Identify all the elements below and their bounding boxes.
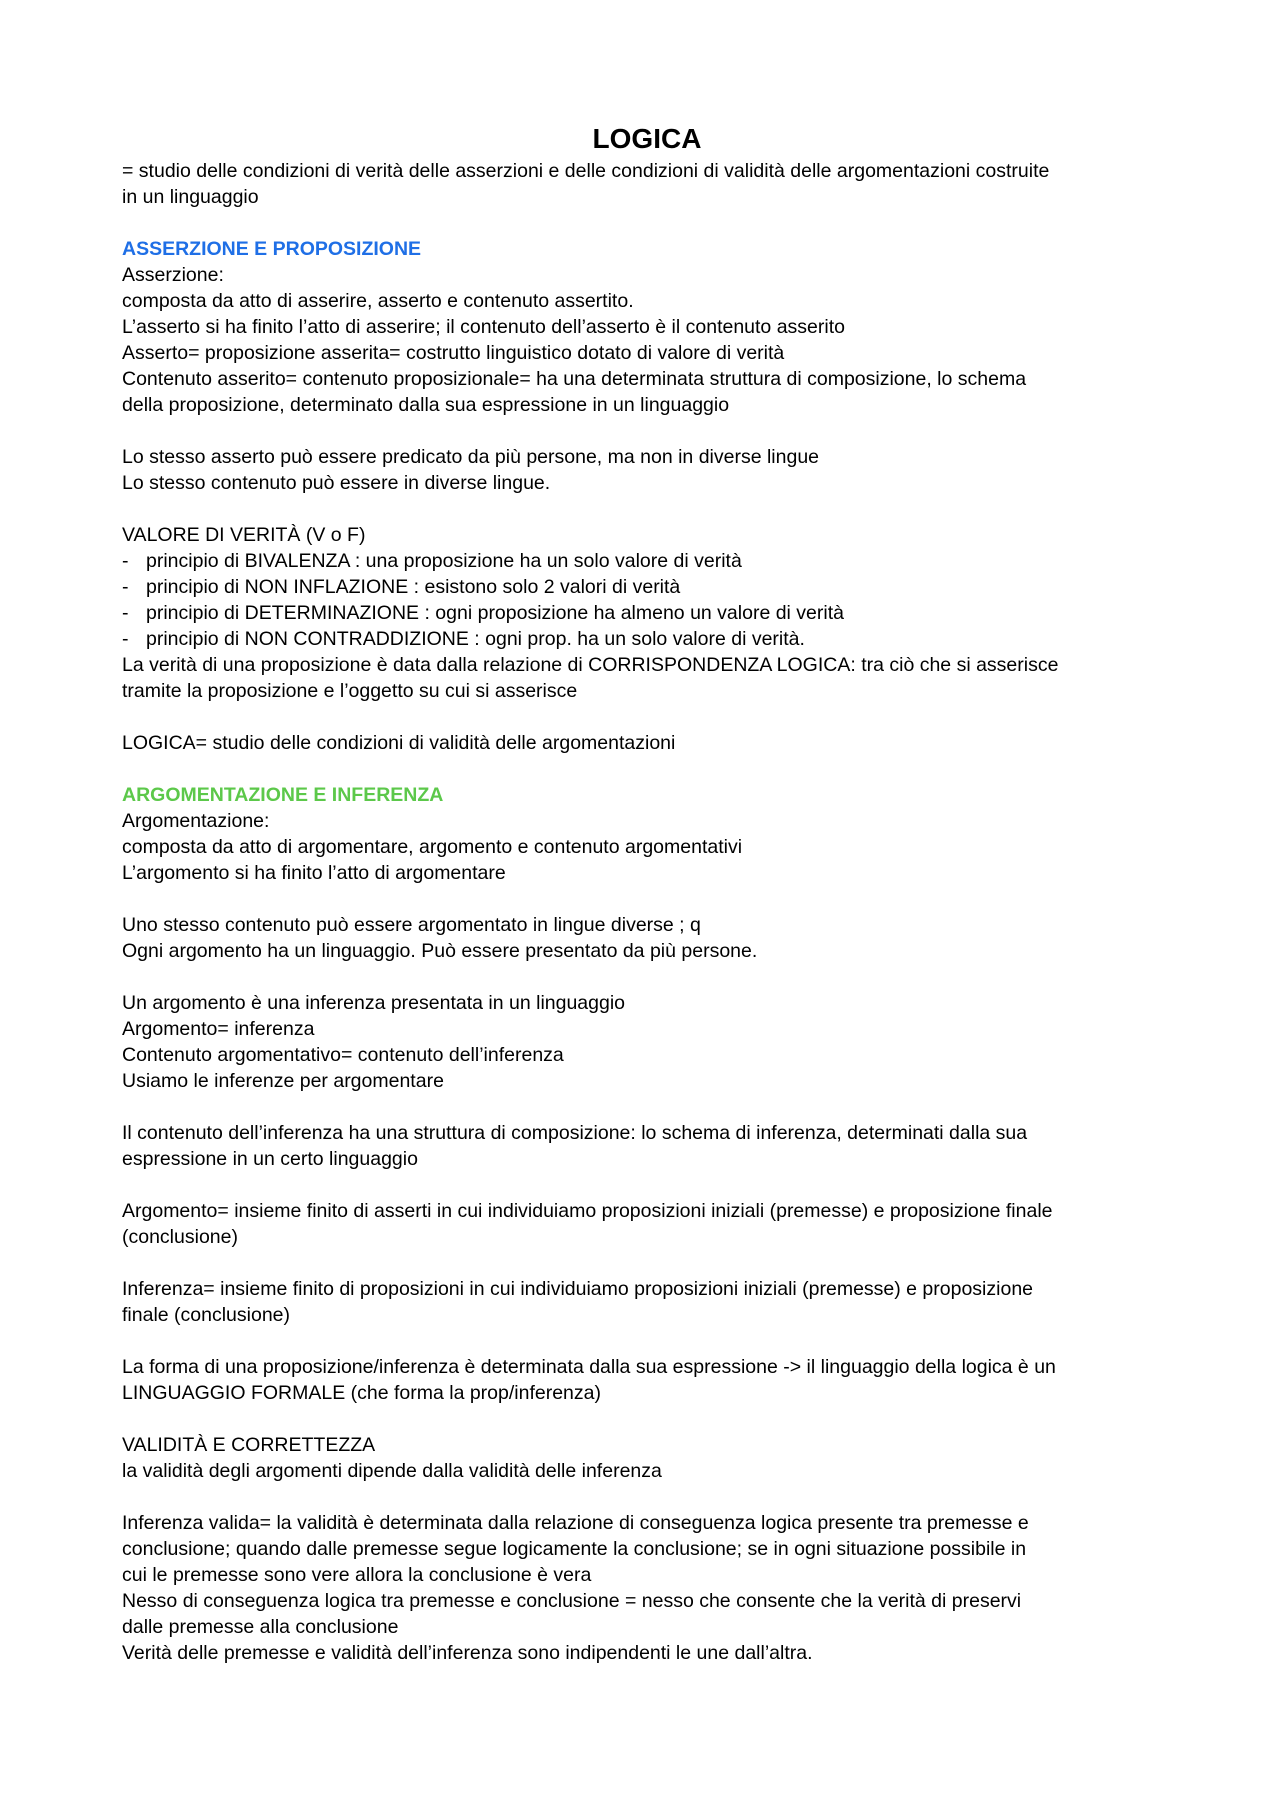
text-line: Asserto= proposizione asserita= costrutto linguistico dotato di valore di verità: [122, 342, 785, 364]
dash-bullet-icon: -: [122, 602, 129, 624]
text-line: Argomentazione:: [122, 810, 270, 832]
subheading-validita: VALIDITÀ E CORRETTEZZA: [122, 1434, 376, 1456]
text-line: composta da atto di argomentare, argomento e contenuto argomentativi: [122, 836, 743, 858]
text-line: Contenuto asserito= contenuto proposizionale= ha una determinata struttura di composizione, lo schema: [122, 368, 1027, 390]
section-heading-argomentazione: ARGOMENTAZIONE E INFERENZA: [122, 784, 444, 806]
inferenza-definition: [122, 1276, 1172, 1328]
text-line: La verità di una proposizione è data dalla relazione di CORRISPONDENZA LOGICA: tra ciò che si asserisce: [122, 654, 1059, 676]
text-line: L’argomento si ha finito l’atto di argomentare: [122, 862, 506, 884]
text-line: Asserzione:: [122, 264, 224, 286]
list-item: - principio di NON CONTRADDIZIONE : ogni prop. ha un solo valore di verità.: [122, 628, 805, 650]
argomento-definition: [122, 1198, 1172, 1250]
text-line: Argomento= insieme finito di asserti in cui individuiamo proposizioni iniziali (premesse) e proposizione finale: [122, 1200, 1053, 1222]
truth-value-heading: VALORE DI VERITÀ (V o F): [122, 524, 366, 546]
dash-bullet-icon: -: [122, 550, 129, 572]
text-line: Argomento= inferenza: [122, 1018, 315, 1040]
dash-bullet-icon: -: [122, 628, 129, 650]
text-line: Nesso di conseguenza logica tra premesse e conclusione = nesso che consente che la verità di preservi: [122, 1590, 1022, 1612]
document-title: LOGICA: [592, 123, 702, 154]
asserzione-paragraph: [122, 262, 1172, 418]
text-line: Un argomento è una inferenza presentata in un linguaggio: [122, 992, 626, 1014]
text-line: Contenuto argomentativo= contenuto dell’inferenza: [122, 1044, 564, 1066]
text-line: la validità degli argomenti dipende dalla validità delle inferenza: [122, 1460, 662, 1482]
section-heading-asserzione: ASSERZIONE E PROPOSIZIONE: [122, 238, 422, 260]
text-line: tramite la proposizione e l’oggetto su cui si asserisce: [122, 680, 578, 702]
text-line: cui le premesse sono vere allora la conclusione è vera: [122, 1564, 592, 1586]
text-line: dalle premesse alla conclusione: [122, 1616, 399, 1638]
truth-paragraph: [122, 652, 1172, 704]
logica-definition: LOGICA= studio delle condizioni di validità delle argomentazioni: [122, 732, 676, 754]
text-line: Inferenza= insieme finito di proposizioni in cui individuiamo proposizioni iniziali (premesse) e proposizione: [122, 1278, 1034, 1300]
text-line: = studio delle condizioni di verità delle asserzioni e delle condizioni di validità delle argomentazioni costruite: [122, 160, 1050, 182]
principles-list: [122, 548, 1172, 652]
text-line: La forma di una proposizione/inferenza è determinata dalla sua espressione -> il linguaggio della logica è un: [122, 1356, 1056, 1378]
argomentazione-paragraph: [122, 808, 1172, 886]
dash-bullet-icon: -: [122, 576, 129, 598]
text-line: LINGUAGGIO FORMALE (che forma la prop/inferenza): [122, 1382, 601, 1404]
contenuto-paragraph: [122, 912, 1172, 964]
validita-paragraph: [122, 1432, 1172, 1484]
text-line: espressione in un certo linguaggio: [122, 1148, 418, 1170]
asserto-paragraph: [122, 444, 1172, 496]
inferenza-valida-paragraph: [122, 1510, 1172, 1666]
text-line: composta da atto di asserire, asserto e contenuto assertito.: [122, 290, 634, 312]
text-line: Il contenuto dell’inferenza ha una struttura di composizione: lo schema di inferenza, determinati dalla sua: [122, 1122, 1028, 1144]
text-line: Lo stesso asserto può essere predicato da più persone, ma non in diverse lingue: [122, 446, 820, 468]
list-item: - principio di NON INFLAZIONE : esistono solo 2 valori di verità: [122, 576, 681, 598]
text-line: Lo stesso contenuto può essere in diverse lingue.: [122, 472, 551, 494]
text-line: finale (conclusione): [122, 1304, 291, 1326]
intro-paragraph: [122, 158, 1172, 210]
text-line: Verità delle premesse e validità dell’inferenza sono indipendenti le une dall’altra.: [122, 1642, 813, 1664]
text-line: L’asserto si ha finito l’atto di asserire; il contenuto dell’asserto è il contenuto asserito: [122, 316, 845, 338]
document-page: [122, 122, 1172, 1666]
text-line: Uno stesso contenuto può essere argomentato in lingue diverse ; q: [122, 914, 701, 936]
text-line: (conclusione): [122, 1226, 238, 1248]
list-item: - principio di DETERMINAZIONE : ogni proposizione ha almeno un valore di verità: [122, 602, 844, 624]
text-line: Ogni argomento ha un linguaggio. Può essere presentato da più persone.: [122, 940, 758, 962]
text-line: conclusione; quando dalle premesse segue logicamente la conclusione; se in ogni situazione possibile in: [122, 1538, 1027, 1560]
text-line: in un linguaggio: [122, 186, 259, 208]
text-line: Inferenza valida= la validità è determinata dalla relazione di conseguenza logica presente tra premesse e: [122, 1512, 1029, 1534]
forma-paragraph: [122, 1354, 1172, 1406]
text-line: della proposizione, determinato dalla sua espressione in un linguaggio: [122, 394, 730, 416]
list-item: - principio di BIVALENZA : una proposizione ha un solo valore di verità: [122, 550, 742, 572]
text-line: Usiamo le inferenze per argomentare: [122, 1070, 444, 1092]
struttura-paragraph: [122, 1120, 1172, 1172]
inferenza-paragraph: [122, 990, 1172, 1094]
